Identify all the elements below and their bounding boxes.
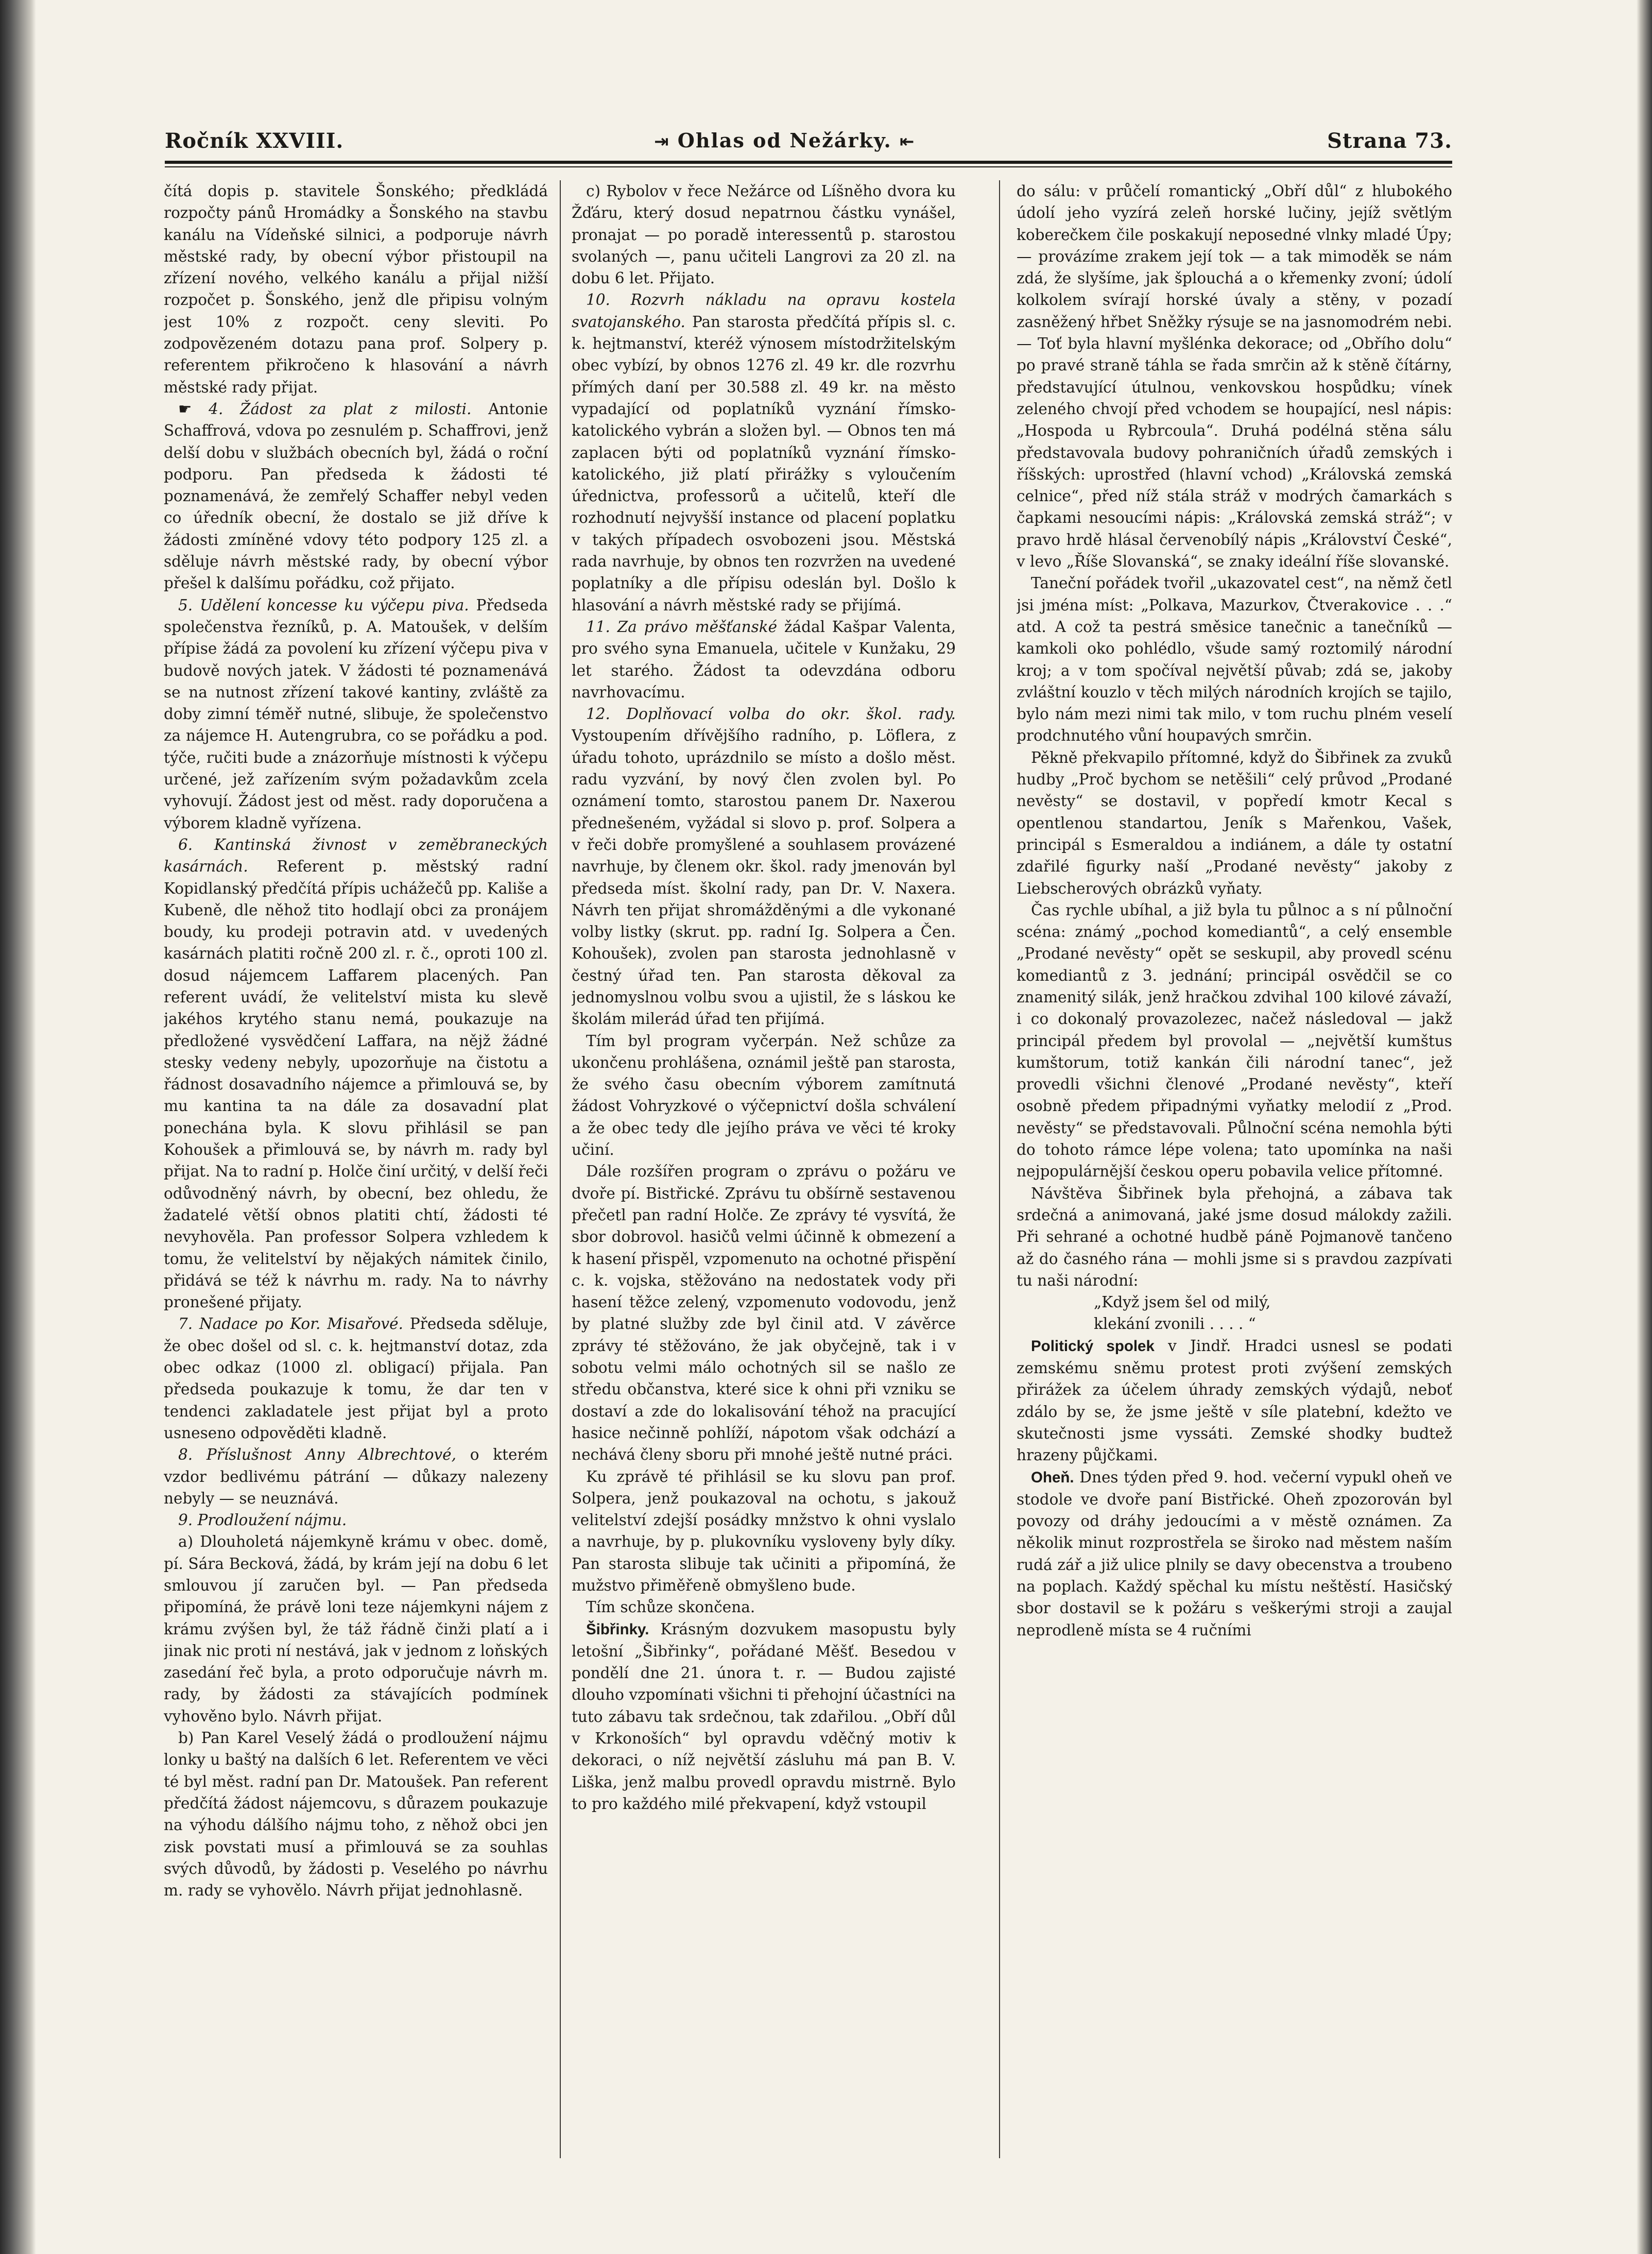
ornament-left-icon: ⇥ [654, 131, 670, 152]
section-heading: 6. Kantinská živnost v zeměbraneckých kasárnách. [164, 835, 548, 876]
article-paragraph [572, 703, 956, 1030]
paragraph-text: Dnes týden před 9. hod. večerní vypukl oheň ve stodole ve dvoře paní Bistřické. Oheň zpozorován byl povozy od dráhy jedoucími a v městě oznámen. Za několik minut rozprostřela se široko nad městem naším rudá zář a již ulice plnily se davy obecenstva a troubeno na poplach. Každý spěchal ku místu neštěstí. Hasičský sbor dostavil se k požáru s veškerými stroji a zaujal neprodleně místa se 4 ručními [1017, 1468, 1452, 1639]
article-paragraph [164, 1313, 548, 1444]
masthead-text: Ohlas od Nežárky. [677, 129, 892, 152]
paragraph-text: Referent p. městský radní Kopidlanský předčítá přípis uchážečů pp. Kališe a Kubeně, dle něhož tito hodlají obci za pronájem boudy, ku prodeji potravin atd. v uvedených kasárnách platiti ročně 200 zl. r. č., oproti 100 zl. dosud nájemcem Laffarem placených. Pan referent uvádí, že velitelství mista ku slevě jakéhos krytého stanu nemá, poukazuje na předložené vysvědčení Laffara, na nějž žádné stesky vedeny nebyly, upozorňuje na čistotu a řádnost dosavadního nájemce a přimlouvá se, by mu kantina ta na dále za dosavadní plat ponechána byla. K slovu přihlásil se pan Kohoušek a přimlouvá se, by návrh m. rady byl přijat. Na to radní p. Holče činí určitý, v delší řeči odůvodněný návrh, by obecní, bez ohledu, že žadatelé větší obnos platiti chtí, žádosti té nevyhověla. Pan professor Solpera vzhledem k tomu, že velitelství by nějakých námitek činilo, přidává se též k návrhu m. rady. Na to návrhy pronešené přijaty. [164, 858, 548, 1311]
ornament-right-icon: ⇤ [899, 131, 916, 152]
article-paragraph: Taneční pořádek tvořil „ukazovatel cest“, na němž četl jsi jména míst: „Polkava, Mazurkov, Čtverakovice . . .“ atd. A což ta pestrá směsice tanečnic a tanečníků — kamkoli oko pohlédlo, všude samý roztomilý národní kroj; a v tom spočíval největší půvab; zdá se, jakoby zvláštní kouzlo v těch milých národních krojích se tajilo, bylo nám mezi nimi tak milo, v tom ruchu plném veselí prodchnutého vůní houpavých smrčin. [1017, 574, 1452, 745]
section-heading: 10. Rozvrh nákladu na opravu kostela svatojanského. [572, 291, 956, 331]
pointing-hand-icon: ☛ [178, 400, 192, 418]
article-paragraph: Tím schůze skončena. [586, 1598, 755, 1616]
article-paragraph [164, 398, 548, 594]
article-paragraph [164, 1509, 548, 1531]
article-lead-title: Oheň. [1031, 1468, 1074, 1486]
paragraph-text: žádal Kašpar Valenta, pro svého syna Emanuela, učitele v Kunžaku, 29 let starého. Žádost ta odevzdána odboru navrhovacímu. [572, 618, 956, 701]
article-paragraph [164, 834, 548, 1313]
column-1 [164, 180, 548, 2168]
section-heading: 12. Doplňovací volba do okr. škol. rady. [586, 705, 956, 723]
column-2 [572, 180, 956, 2168]
masthead-title [654, 129, 915, 152]
article-paragraph: čítá dopis p. stavitele Šonského; předkládá rozpočty pánů Hromádky a Šonského na stavbu kanálu na Vídeňské silnici, a podporuje návrh městské rady, by obecní výbor přistoupil na zřízení nového, velkého kanálu a přijal nižší rozpočet p. Šonského, jenž dle připisu volným jest 10% z rozpočt. ceny sleviti. Po zodpovězeném dotazu pana prof. Solpery p. referentem přikročeno k hlasování a návrh městské rady přijat. [164, 182, 548, 396]
paragraph-text: Vystoupením dřívějšího radního, p. Löflera, z úřadu tohoto, uprázdnilo se místo a došlo měst. radu vyzvání, by nový člen zvolen byl. Po oznámení tomto, starostou panem Dr. Naxerou přednešeném, vyžádal si slovo p. prof. Solpera a v řeči dobře promyšlené a souhlasem provázené navrhuje, by členem okr. škol. rady jmenován byl předseda míst. školní rady, pan Dr. V. Naxera. Návrh ten přijat shromážděnými a dle vykonané volby listky (skrut. pp. radní Ig. Solpera a Čen. Kohoušek), zvolen pan starosta jednohlasně v čestný úřad ten. Pan starosta děkoval za jednomyslnou volbu svou a ujistil, že s láskou ke školám milerád úřad ten přijímá. [572, 727, 956, 1028]
section-heading: 4. Žádost za plat z milosti. [209, 400, 472, 418]
paragraph-text: v Jindř. Hradci usnesl se podati zemskému sněmu protest proti zvýšení zemských přirážek za účelem úhrady zemských výdajů, neboť zdálo by se, že jsme ještě v síle platební, kdežto ve skutečnosti jsme vyssáti. Zemské shodky budtež hrazeny půjčkami. [1017, 1337, 1452, 1464]
page-number: Strana 73. [1327, 129, 1452, 153]
section-heading: 5. Udělení koncesse ku výčepu piva. [178, 596, 469, 614]
article-paragraph [572, 1618, 956, 1815]
page-edge-shadow-right [1637, 0, 1652, 2254]
paragraph-text: o kterém vzdor bedlivému pátrání — důkazy nalezeny nebyly — se neuznává. [164, 1446, 548, 1507]
paragraph-text: Předseda sděluje, že obec došel od sl. c. k. hejtmanství dotaz, zda obec odkaz (1000 zl. obligací) přijala. Pan předseda poukazuje k tomu, že dar ten v tendenci zakladatele jest přijat byl a proto usneseno odpověděti kladně. [164, 1315, 548, 1442]
header-rule-thin [165, 166, 1452, 167]
article-paragraph: Návštěva Šibřinek byla přehojná, a zábava tak srdečná a animovaná, jaké jsme dosud málokdy zažili. Při sehrané a ochotné hudbě páně Pojmanově tančeno až do časného rána — mohli jsme si s pravdou zazpívati tu naši národní: [1017, 1184, 1452, 1289]
article-paragraph: Čas rychle ubíhal, a již byla tu půlnoc a s ní půlnoční scéna: známý „pochod komediantů“, a celý ensemble „Prodané nevěsty“ opět se seskupil, aby provedl scénu komediantů z 3. jednání; principál osvědčil se co znamenitý silák, jenž hračkou zdvihal 100 kilové závaží, i co dokonalý provazolezec, načež následoval — jakž principál předem byl provolal — „největší kumštus kumštorum, totiž kankán čili národní tanec“, jež provedli všichni členové „Prodané nevěsty“, kteří osobně předem připadnými vyňatky melodií z „Prod. nevěsty“ se představovali. Půlnoční scéna nemohla býti do tohoto rámce lépe volena; tato upomínka na naši nejpopulárnější českou operu pobavila velice přítomné. [1017, 901, 1452, 1181]
page-edge-shadow-left [0, 0, 36, 2254]
article-paragraph: Tím byl program vyčerpán. Než schůze za ukončenu prohlášena, oznámil ještě pan starosta, že svého času obecním výborem zamítnutá žádost Vohryzkové o výčepnictví došla schválení a že obec tedy dle jejího práva ve věci té kroky učiní. [572, 1032, 956, 1159]
article-paragraph: c) Rybolov v řece Nežárce od Líšněho dvora ku Žďáru, který dosud nepatrnou částku vynášel, pronajat — po poradě interessentů p. starostou svolaných —, panu učiteli Langrovi za 20 zl. na dobu 6 let. Přijato. [572, 182, 956, 287]
paragraph-text: Krásným dozvukem masopustu byly letošní „Šibřinky“, pořádané Měšť. Besedou v pondělí dne 21. února t. r. — Budou zajisté dlouho vzpomínati všichni ti přehojní účastníci na tuto zábavu tak srdečnou, tak zdařilou. „Obří důl v Krkonoších“ byl opravdu vděčný motiv k dekoraci, o níž největší zásluhu má pan B. V. Liška, jenž malbu provedl opravdu mistrně. Bylo to pro každého milé překvapení, když vstoupil [572, 1620, 956, 1813]
column-3 [1017, 180, 1452, 2168]
volume-label: Ročník XXVIII. [165, 129, 344, 153]
article-paragraph [572, 616, 956, 703]
section-heading: 11. Za právo měšťanské [586, 618, 778, 636]
column-divider [560, 180, 561, 2158]
article-paragraph [1017, 1335, 1452, 1466]
article-paragraph [164, 1444, 548, 1509]
article-paragraph [572, 289, 956, 616]
article-lead-title: Politický spolek [1031, 1337, 1155, 1355]
article-paragraph: Pěkně překvapilo přítomné, když do Šibřinek za zvuků hudby „Proč bychom se netěšili“ celý průvod „Prodané nevěsty“ se dostavil, v popředí kmotr Kecal s opentlenou standartou, Jeník s Mařenkou, Vašek, principál s Esmeraldou a indiánem, a dále ty ostatní zdařilé figurky naší „Prodané nevěsty“ jakoby z Liebscherových obrázků vyňaty. [1017, 748, 1452, 897]
song-verse: klekání zvonili . . . . “ [1094, 1315, 1256, 1333]
header-rule-thick [165, 161, 1452, 164]
article-lead-title: Šibřinky. [586, 1620, 649, 1638]
article-paragraph: do sálu: v průčelí romantický „Obří důl“ z hlubokého údolí jeho vyzírá zeleň horské lučiny, jejíž světlým koberečkem čile poskakují neposedné vlnky mladé Úpy; — provázíme zrakem její tok — a tak mimoděk se nám zdá, že slyšíme, jak šplouchá a o křemenky zvoní; údolí kolkolem svírají horské úvaly a stěny, v pozadí zasněžený hřbet Sněžky rýsuje se na jasnomodrém nebi. — Toť byla hlavní myšlénka dekorace; od „Obřího dolu“ po pravé straně táhla se řada smrčin až k stěně čítárny, představující útulnou, venkovskou hospůdku; vínek zeleného chvojí před vchodem se houpající, nesl nápis: „Hospoda u Rybrcoula“. Druhá podélná stěna sálu představovala budovy pohraničních úřadů zemských i říšských: uprostřed (hlavní vchod) „Královská zemská celnice“, před níž stála stráž v modrých čamarkách s čapkami nesoucími nápis: „Královská zemská stráž“; v pravo hrdě hlásal červenobílý nápis „Království České“, v levo „Říše Slovanská“, se znaky ideální říše slovanské. [1017, 182, 1452, 571]
song-verse: „Když jsem šel od milý, [1094, 1293, 1271, 1311]
article-paragraph: b) Pan Karel Veselý žádá o prodloužení nájmu lonky u baštý na dalších 6 let. Referentem ve věci té byl měst. radní pan Dr. Matoušek. Pan referent předčítá žádost nájemcovu, s důrazem poukazuje na výhodu dálšího nájmu toho, z něhož obci jen zisk povstati musí a přimlouvá se za souhlas svých důvodů, by žádosti p. Veselého po návrhu m. rady se vyhovělo. Návrh přijat jednohlasně. [164, 1729, 548, 1900]
page-header [165, 129, 1452, 160]
paragraph-text: Předseda společenstva řezníků, p. A. Matoušek, v delším přípise žádá za povolení ku zřízení výčepu piva v budově nových jatek. V žádosti té poznamenává se na nutnost zřízení takové kantiny, zvláště za doby zimní téměř nutné, slibuje, že společenstvo za nájemce H. Autengrubra, co se pořádku a pod. týče, ručiti bude a znázorňuje místnosti k výčepu určené, jež zařízením svým požadavkům zcela vyhovují. Žádost jest od měst. rady doporučena a výborem kladně vyřízena. [164, 596, 548, 832]
article-paragraph: a) Dlouholetá nájemkyně krámu v obec. domě, pí. Sára Becková, žádá, by krám její na dobu 6 let smlouvou jí zaručen byl. — Pan předseda připomíná, že právě loni teze nájemkyni nájem z krámu zvýšen byl, že táž řádně činži platí a i jinak nic proti ní nestává, jak v jednom z loňských zasedání řeč byla, a proto odporučuje návrh m. rady, by žádosti za stávajících podmínek vyhověno bylo. Návrh přijat. [164, 1533, 548, 1725]
column-divider [999, 180, 1000, 2158]
article-paragraph: Ku zprávě té přihlásil se ku slovu pan prof. Solpera, jenž poukazoval na ochotu, s jakouž velitelství zdejší posádky mnžstvo k ohni vyslalo a navrhuje, by p. plukovníku vysloveny byly díky. Pan starosta slibuje tak učiniti a připomíná, že mužstvo přiměřeně obmyšleno bude. [572, 1467, 956, 1594]
section-heading: 7. Nadace po Kor. Misařové. [178, 1315, 404, 1333]
section-heading: 9. Prodloužení nájmu. [178, 1511, 347, 1529]
paragraph-text: Antonie Schaffrová, vdova po zesnulém p. Schaffrovi, jenž delší dobu v službách obecních byl, žádá o roční podporu. Pan předseda k žádosti té poznamenává, že zemřelý Schaffer nebyl veden co úředník obecní, že dostalo se již dříve k žádosti zmíněné vdovy této podpory 125 zl. a sděluje návrh městské rady, by obecní výbor přešel k dalšímu pořádku, což přijato. [164, 400, 548, 592]
article-paragraph [1017, 1466, 1452, 1641]
section-heading: 8. Příslušnost Anny Albrechtové, [178, 1446, 457, 1464]
article-paragraph [164, 594, 548, 834]
paragraph-text: Pan starosta předčítá přípis sl. c. k. hejtmanství, kteréž výnosem místodržitelským obec vybízí, by obnos 1276 zl. 49 kr. dle rozvrhu přímých daní per 30.588 zl. 49 kr. na město vypadající od poplatníků vyznání římsko-katolického vybrán a složen byl. — Obnos ten má zaplacen býti od poplatníků vyznání římsko-katolického, již platí přirážky s vyloučením úřednictva, professorů a učitelů, kteří dle rozhodnutí nejvyšší instance od placení poplatku v takých případech osvobozeni jsou. Městská rada navrhuje, by obnos ten rozvržen na uvedené poplatníky a dle přípisu odeslán byl. Došlo k hlasování a návrh městské rady se přijímá. [572, 313, 956, 614]
article-paragraph: Dále rozšířen program o zprávu o požáru ve dvoře pí. Bistřické. Zprávu tu obšírně sestavenou přečetl pan radní Holče. Ze zprávy té vysvítá, že sbor dobrovol. hasičů velmi účinně k obmezení a k hasení přispěl, vzpomenuto na ochotné přispění c. k. vojska, stěžováno na nedostatek vody při hasení těžce zelený, vzpomenuto vodovodu, jenž by platné služby zde byl činil atd. V závěrce zprávy té stěžováno, že jak obyčejně, tak i v sobotu velmi málo ochotných sil se našlo ze středu občanstva, které sice k ohni při vzniku se dostaví a zde do lokalisování téhož na pracující hasice nečinně pohlíží, nápotom však odchází a nechává členy sboru při mnohé ještě nutné práci. [572, 1163, 956, 1464]
